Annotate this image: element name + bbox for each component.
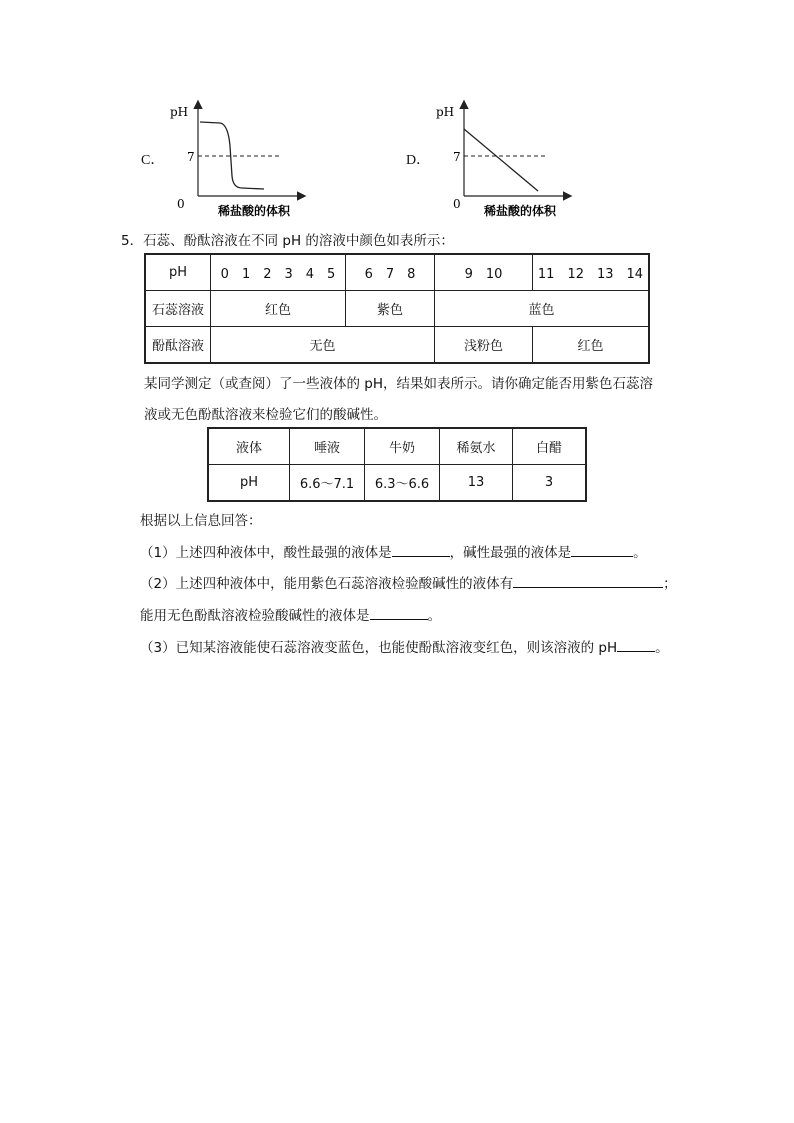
ph-line (464, 129, 538, 191)
table-cell: pH (208, 465, 290, 502)
indicator-color-table (144, 253, 650, 364)
sub-question-text: 。 (427, 608, 441, 624)
option-c-letter: C． (141, 153, 165, 168)
table-cell: 6.6～7.1 (290, 465, 365, 502)
table-cell: 无色 (211, 327, 435, 364)
table-cell: 石蕊溶液 (145, 291, 211, 327)
table-row (145, 327, 649, 364)
origin-label: 0 (453, 197, 461, 211)
sub-question-text: （2）上述四种液体中，能用紫色石蕊溶液检验酸碱性的液体有 (140, 576, 514, 592)
table-cell: 9 10 (435, 254, 533, 291)
paragraph-line-2: 液或无色酚酞溶液来检验它们的酸碱性。 (144, 407, 387, 423)
table-cell: pH (145, 254, 211, 291)
table-cell: 11 12 13 14 (533, 254, 650, 291)
table-cell: 紫色 (346, 291, 435, 327)
y-axis-label: pH (170, 105, 189, 119)
sub-question-text: ，碱性最强的液体是 (449, 545, 572, 561)
ph7-label: 7 (453, 150, 461, 164)
x-axis-label: 稀盐酸的体积 (484, 204, 557, 218)
sub-question-text: 能用无色酚酞溶液检验酸碱性的液体是 (140, 608, 370, 624)
paragraph-line-1: 某同学测定（或查阅）了一些液体的 pH，结果如表所示。请你确定能否用紫色石蕊溶 (144, 376, 654, 392)
table-cell: 白醋 (513, 428, 587, 465)
answer-intro: 根据以上信息回答： (140, 513, 262, 529)
table-cell: 稀氨水 (440, 428, 513, 465)
y-axis-label: pH (436, 105, 455, 119)
graph-d (426, 96, 576, 221)
table-cell: 红色 (211, 291, 346, 327)
table-cell: 酚酞溶液 (145, 327, 211, 364)
table-cell: 蓝色 (435, 291, 650, 327)
answer-blank[interactable] (513, 575, 663, 588)
sub-question-1 (140, 541, 647, 561)
table-row (208, 465, 586, 502)
sub-question-2-cont (140, 604, 441, 624)
sub-question-text: ； (663, 576, 677, 592)
table-cell: 3 (513, 465, 587, 502)
table-cell: 浅粉色 (435, 327, 533, 364)
question-number: 5． (121, 233, 144, 249)
table-row (208, 428, 586, 465)
graph-c (160, 96, 310, 221)
sub-question-text: （1）上述四种液体中，酸性最强的液体是 (140, 545, 392, 561)
table-row (145, 291, 649, 327)
answer-blank[interactable] (571, 544, 633, 557)
table-cell: 红色 (533, 327, 650, 364)
origin-label: 0 (177, 197, 185, 211)
sub-question-text: 。 (655, 640, 669, 656)
ph7-label: 7 (187, 150, 195, 164)
answer-blank[interactable] (370, 607, 428, 620)
sub-question-text: （3）已知某溶液能使石蕊溶液变蓝色，也能使酚酞溶液变红色，则该溶液的 pH (140, 640, 618, 656)
x-axis-label: 稀盐酸的体积 (218, 204, 291, 218)
table-cell: 牛奶 (365, 428, 440, 465)
table-cell: 13 (440, 465, 513, 502)
sub-question-2 (140, 572, 677, 592)
table-cell: 6.3～6.6 (365, 465, 440, 502)
table-cell: 0 1 2 3 4 5 (211, 254, 346, 291)
liquid-ph-table (207, 427, 587, 502)
sub-question-text: 。 (633, 545, 647, 561)
question-stem: 石蕊、酚酞溶液在不同 pH 的溶液中颜色如表所示： (143, 233, 454, 249)
sub-question-3 (140, 636, 669, 656)
table-cell: 唾液 (290, 428, 365, 465)
table-row (145, 254, 649, 291)
option-d-letter: D． (406, 153, 431, 168)
table-cell: 6 7 8 (346, 254, 435, 291)
question-5-stem (121, 229, 454, 249)
table-cell: 液体 (208, 428, 290, 465)
answer-blank[interactable] (617, 639, 655, 652)
answer-blank[interactable] (392, 544, 450, 557)
